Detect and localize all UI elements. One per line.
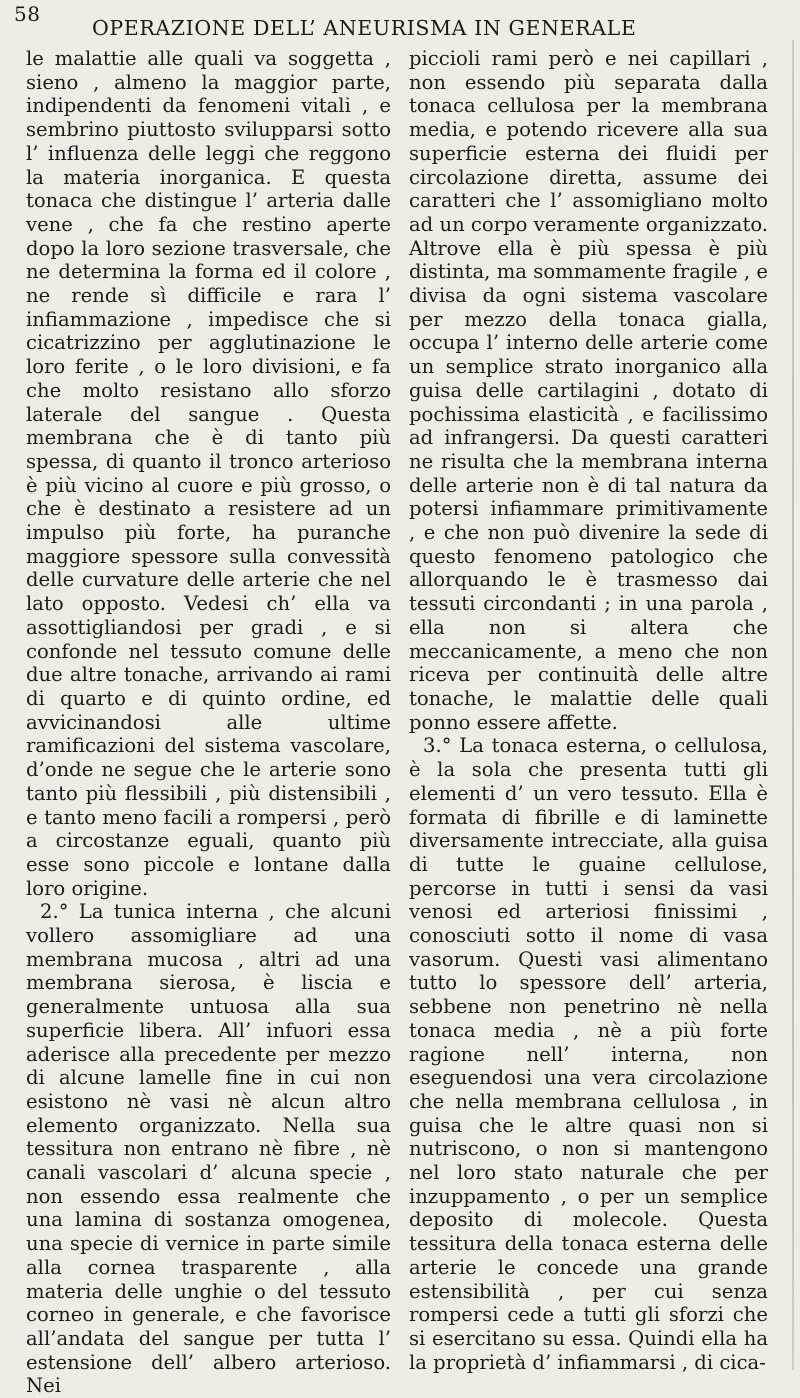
page-number: 58 [14, 2, 41, 26]
left-column [26, 47, 391, 1398]
paragraph: 3.° La tonaca esterna, o cellulosa, è la sola che presenta tutti gli elementi d’ un vero tessuto. Ella è formata di fibrille e di laminette diversamente intrecciate, alla guisa di tutte le guaine cellulose, percorse in tutti i sensi da vasi venosi ed arteriosi finissimi , conosciuti sotto il nome di vasa vasorum. Questi vasi alimentano tutto lo spessore dell’ arteria, sebbene non penetrino nè nella tonaca media , nè a più forte ragione nell’ interna, non eseguendosi una vera circolazione che nella membrana cellulosa , in guisa che le altre quasi non si nutriscono, o non si mantengono nel loro stato naturale che per inzuppamento , o per un semplice deposito di molecole. Questa tessitura della tonaca esterna delle arterie le concede una grande estensibilità , per cui senza rompersi cede a tutti gli sforzi che si esercitano su essa. Quindi ella ha la proprietà d’ infiammarsi , di cica- [409, 734, 768, 1374]
right-column [409, 47, 768, 1374]
paragraph: le malattie alle quali va soggetta , sieno , almeno la maggior parte, indipendenti da fenomeni vitali , e sembrino piuttosto svilupparsi sotto l’ influenza delle leggi che reggono la materia inorganica. E questa tonaca che distingue l’ arteria dalle vene , che fa che restino aperte dopo la loro sezione trasversale, che ne determina la forma ed il colore , ne rende sì difficile e rara l’ infiammazione , impedisce che si cicatrizzino per agglutinazione le loro ferite , o le loro divisioni, e fa che molto resistano allo sforzo laterale del sangue . Questa membrana che è di tanto più spessa, di quanto il tronco arterioso è più vicino al cuore e più grosso, o che è destinato a resistere ad un impulso più forte, ha puranche maggiore spessore sulla convessità delle curvature delle arterie che nel lato opposto. Vedesi ch’ ella va assottigliandosi per gradi , e si confonde nel tessuto comune delle due altre tonache, arrivando ai rami di quarto e di quinto ordine, ed avvicinandosi alle ultime ramificazioni del sistema vascolare, d’onde ne segue che le arterie sono tanto più flessibili , più distensibili , e tanto meno facili a rompersi , però a circostanze eguali, quanto più esse sono piccole e lontane dalla loro origine. [26, 47, 391, 900]
paragraph: 2.° La tunica interna , che alcuni vollero assomigliare ad una membrana mucosa , altri ad una membrana sierosa, è liscia e generalmente untuosa alla sua superficie libera. All’ infuori essa aderisce alla precedente per mezzo di alcune lamelle fine in cui non esistono nè vasi nè alcun altro elemento organizzato. Nella sua tessitura non entrano nè fibre , nè canali vascolari d’ alcuna specie , non essendo essa realmente che una lamina di sostanza omogenea, una specie di vernice in parte simile alla cornea trasparente , alla materia delle unghie o del tessuto corneo in generale, e che favorisce all’andata del sangue per tutta l’ estensione dell’ albero arterioso. Nei [26, 900, 391, 1398]
page-edge [792, 40, 794, 1370]
running-head: OPERAZIONE DELL’ ANEURISMA IN GENERALE [92, 16, 637, 40]
paragraph: piccioli rami però e nei capillari , non essendo più separata dalla tonaca cellulosa per la membrana media, e potendo ricevere alla sua superficie esterna dei fluidi per circolazione diretta, assume dei caratteri che l’ assomigliano molto ad un corpo veramente organizzato. Altrove ella è più spessa è più distinta, ma sommamente fragile , e divisa da ogni sistema vascolare per mezzo della tonaca gialla, occupa l’ interno delle arterie come un semplice strato inorganico alla guisa delle cartilagini , dotato di pochissima elasticità , e facilissimo ad infrangersi. Da questi caratteri ne risulta che la membrana interna delle arterie non è di tal natura da potersi infiammare primitivamente , e che non può divenire la sede di questo fenomeno patologico che allorquando le è trasmesso dai tessuti circondanti ; in una parola , ella non si altera che meccanicamente, a meno che non riceva per continuità delle altre tonache, le malattie delle quali ponno essere affette. [409, 47, 768, 734]
